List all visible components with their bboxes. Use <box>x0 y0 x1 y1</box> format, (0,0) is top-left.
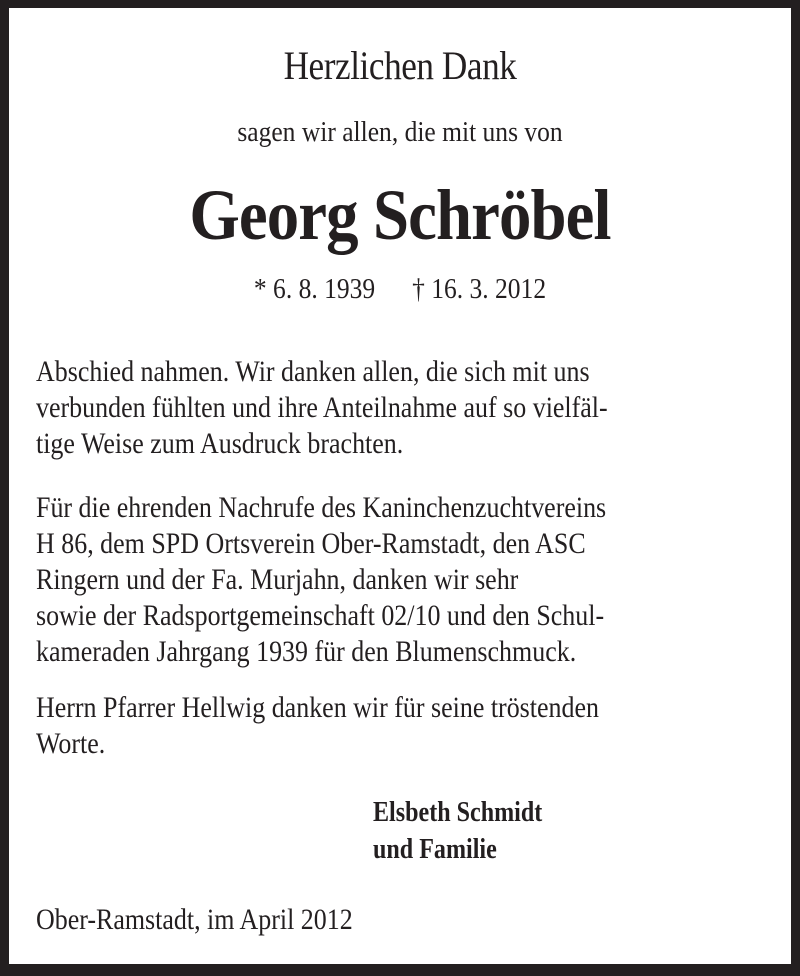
intro-line: sagen wir allen, die mit uns von <box>237 116 563 148</box>
text-line: Für die ehrenden Nachrufe des Kaninchenzuchtvereins <box>36 492 607 524</box>
text-line: H 86, dem SPD Ortsverein Ober-Ramstadt, den ASC <box>36 528 586 560</box>
birth-date: * 6. 8. 1939 <box>253 273 376 305</box>
text-line: Worte. <box>36 728 106 760</box>
text-line: tige Weise zum Ausdruck brachten. <box>36 428 404 460</box>
text-line: sowie der Radsportgemeinschaft 02/10 und den Schul- <box>36 600 605 632</box>
death-date: † 16. 3. 2012 <box>412 273 547 305</box>
notice-page <box>9 8 791 964</box>
life-dates <box>56 273 744 306</box>
paragraph-pastor <box>36 690 599 762</box>
deceased-name: Georg Schröbel <box>189 175 611 255</box>
text-line: Abschied nahmen. Wir danken allen, die sich mit uns <box>36 356 590 388</box>
text-line: verbunden fühlten und ihre Anteilnahme auf so vielfäl- <box>36 392 608 424</box>
signature <box>373 794 542 868</box>
place-date: Ober-Ramstadt, im April 2012 <box>36 904 353 936</box>
signature-line: und Familie <box>373 834 497 865</box>
text-line: Ringern und der Fa. Murjahn, danken wir sehr <box>36 564 519 596</box>
text-line: Herrn Pfarrer Hellwig danken wir für seine tröstenden <box>36 692 599 724</box>
paragraph-thanks <box>36 354 608 462</box>
signature-line: Elsbeth Schmidt <box>373 797 543 828</box>
paragraph-obituaries <box>36 490 606 670</box>
text-line: kameraden Jahrgang 1939 für den Blumenschmuck. <box>36 636 577 668</box>
heading: Herzlichen Dank <box>283 43 517 88</box>
